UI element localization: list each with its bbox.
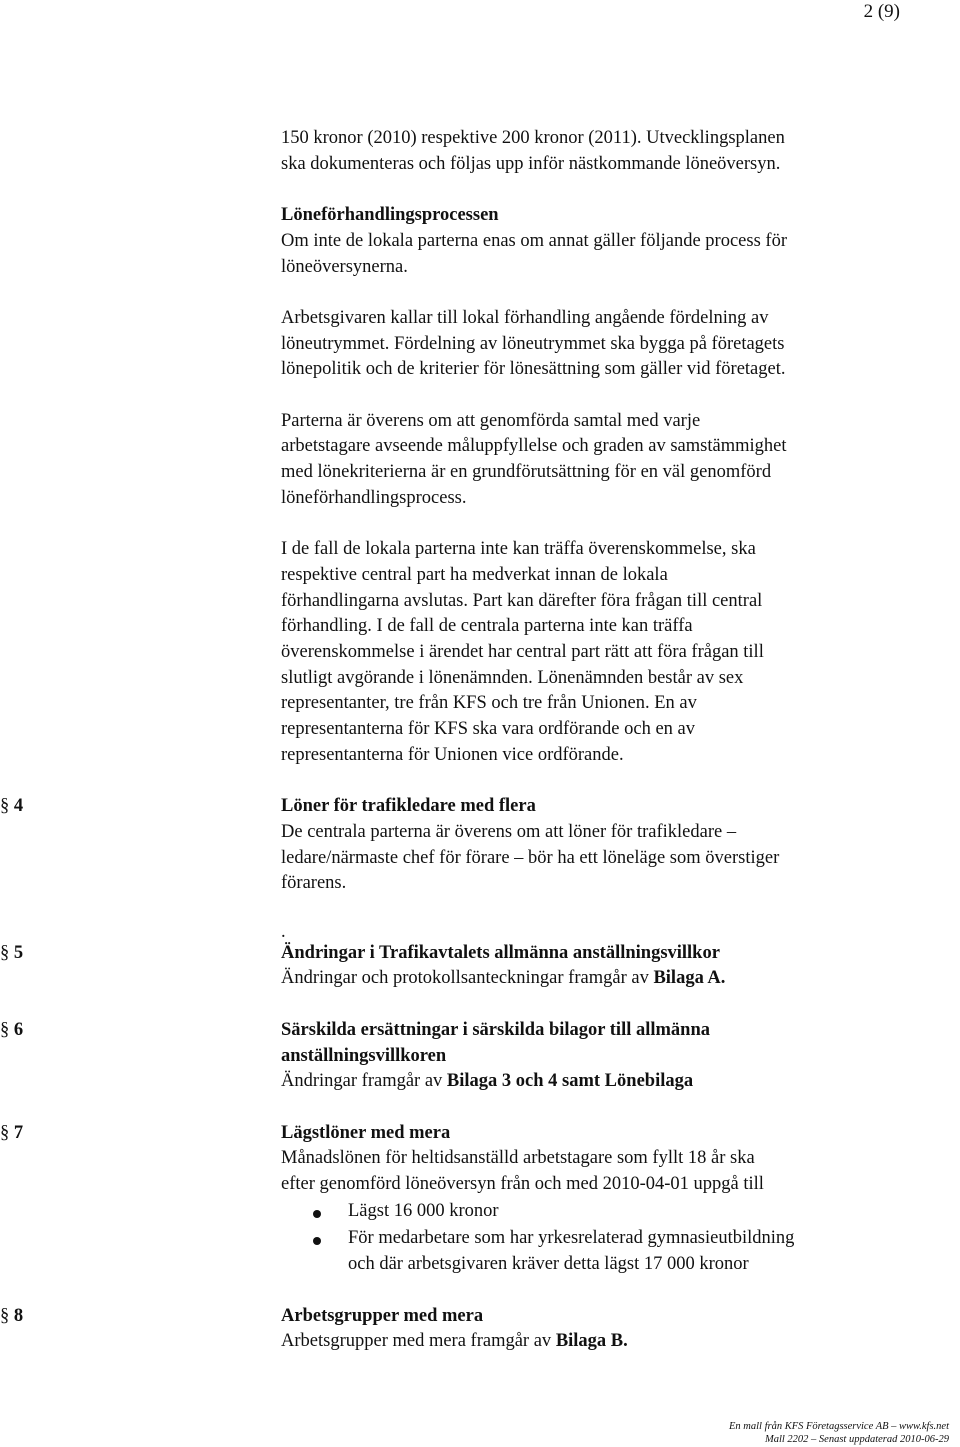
footer-line: En mall från KFS Företagsservice AB – www.kfs.net <box>729 1421 949 1432</box>
appendix-reference: Bilaga 3 och 4 samt Lönebilaga <box>446 1071 694 1092</box>
bullet-icon <box>313 1237 321 1245</box>
page-footer <box>729 1420 949 1446</box>
section-number: 5 <box>13 942 24 963</box>
section-symbol: § <box>0 1305 10 1326</box>
paragraph-line: förhandlingarna avslutas. Part kan därefter föra frågan till central <box>281 590 763 611</box>
paragraph-line: lönepolitik och de kriterier för lönesättning som gäller vid företaget. <box>281 359 786 380</box>
section-label <box>0 941 23 967</box>
paragraph-line: arbetstagare avseende måluppfyllelse och graden av samstämmighet <box>281 436 787 457</box>
appendix-reference: Bilaga A <box>653 968 721 989</box>
section-5 <box>0 941 921 992</box>
section-label <box>0 1018 23 1044</box>
paragraph-line: De centrala parterna är överens om att löner för trafikledare – <box>281 821 737 842</box>
section-7 <box>0 1121 921 1278</box>
section-number: 8 <box>13 1305 24 1326</box>
section-title: Löner för trafikledare med flera <box>281 796 536 817</box>
paragraph-line: representanter, tre från KFS och tre från Unionen. En av <box>281 693 697 714</box>
section-number: 4 <box>13 796 24 817</box>
paragraph-line: 150 kronor (2010) respektive 200 kronor (2011). Utvecklingsplanen <box>281 128 785 148</box>
section-symbol: § <box>0 796 10 817</box>
paragraph-line <box>281 1329 921 1355</box>
section-title: Arbetsgrupper med mera <box>281 1305 484 1326</box>
list-item-text: och där arbetsgivaren kräver detta lägst 17 000 kronor <box>348 1254 749 1275</box>
paragraph-line: med lönekriterierna är en grundförutsättning för en väl genomförd <box>281 462 772 483</box>
text-run: . <box>720 968 726 989</box>
section-title: Lägstlöner med mera <box>281 1122 451 1143</box>
section-label <box>0 794 23 820</box>
paragraph-line: I de fall de lokala parterna inte kan träffa överenskommelse, ska <box>281 539 756 560</box>
bullet-icon <box>313 1210 321 1218</box>
paragraph-line: representanterna för Unionen vice ordförande. <box>281 744 624 765</box>
section-4 <box>0 794 921 942</box>
page-number: 2 (9) <box>863 1 900 22</box>
text-run: Ändringar framgår av <box>281 1071 447 1092</box>
bullet-list <box>281 1199 921 1278</box>
section-title: Ändringar i Trafikavtalets allmänna anställningsvillkor <box>281 942 720 963</box>
list-item-text: Lägst 16 000 kronor <box>348 1200 499 1221</box>
paragraph-line: Om inte de lokala parterna enas om annat gäller följande process för <box>281 230 787 251</box>
paragraph-line: ska dokumenteras och följas upp inför nästkommande löneöversyn. <box>281 153 781 174</box>
section-8 <box>0 1304 921 1355</box>
paragraph-line: överenskommelse i ärendet har central part rätt att föra frågan till <box>281 642 764 662</box>
stray-period: . <box>281 921 286 942</box>
appendix-reference: Bilaga B <box>555 1331 624 1352</box>
list-item <box>281 1226 921 1277</box>
paragraph-line: förarens. <box>281 873 347 894</box>
paragraph-line: efter genomförd löneöversyn från och med 2010-04-01 uppgå till <box>281 1174 764 1194</box>
paragraph-line: Arbetsgivaren kallar till lokal förhandling angående fördelning av <box>281 307 769 328</box>
paragraph-line: Parterna är överens om att genomförda samtal med varje <box>281 410 701 431</box>
list-item-text: För medarbetare som har yrkesrelaterad gymnasieutbildning <box>348 1228 795 1249</box>
section-6 <box>0 1018 921 1095</box>
document-body <box>0 126 921 1355</box>
section-title: anställningsvillkoren <box>281 1045 447 1066</box>
paragraph-line: löneöversynerna. <box>281 256 408 277</box>
footer-line: Mall 2202 – Senast uppdaterad 2010-06-29 <box>764 1434 949 1445</box>
section-title: Särskilda ersättningar i särskilda bilagor till allmänna <box>281 1019 710 1040</box>
subheading: Löneförhandlingsprocessen <box>281 205 499 226</box>
text-run: Ändringar och protokollsanteckningar framgår av <box>281 968 654 989</box>
section-label <box>0 1121 23 1147</box>
paragraph-line: förhandling. I de fall de centrala parterna inte kan träffa <box>281 616 693 637</box>
paragraph-line <box>281 966 921 992</box>
paragraph-line: respektive central part ha medverkat innan de lokala <box>281 564 668 585</box>
paragraph-line: löneutrymmet. Fördelning av löneutrymmet ska bygga på företagets <box>281 333 785 354</box>
paragraph-line <box>281 1069 921 1095</box>
section-number: 6 <box>13 1019 24 1040</box>
paragraph-line: Månadslönen för heltidsanställd arbetstagare som fyllt 18 år ska <box>281 1148 755 1169</box>
paragraph-line: löneförhandlingsprocess. <box>281 487 467 508</box>
text-run: Arbetsgrupper med mera framgår av <box>281 1331 556 1352</box>
paragraph-line: representanterna för KFS ska vara ordförande och en av <box>281 719 696 740</box>
list-item <box>281 1199 921 1225</box>
section-symbol: § <box>0 942 10 963</box>
section-symbol: § <box>0 1122 10 1143</box>
paragraph-line: slutligt avgörande i lönenämnden. Lönenämnden består av sex <box>281 667 744 688</box>
section-label <box>0 1304 23 1330</box>
paragraph-line: ledare/närmaste chef för förare – bör ha ett löneläge som överstiger <box>281 847 780 868</box>
section-number: 7 <box>13 1122 24 1143</box>
text-run: . <box>623 1331 628 1352</box>
section-symbol: § <box>0 1019 10 1040</box>
